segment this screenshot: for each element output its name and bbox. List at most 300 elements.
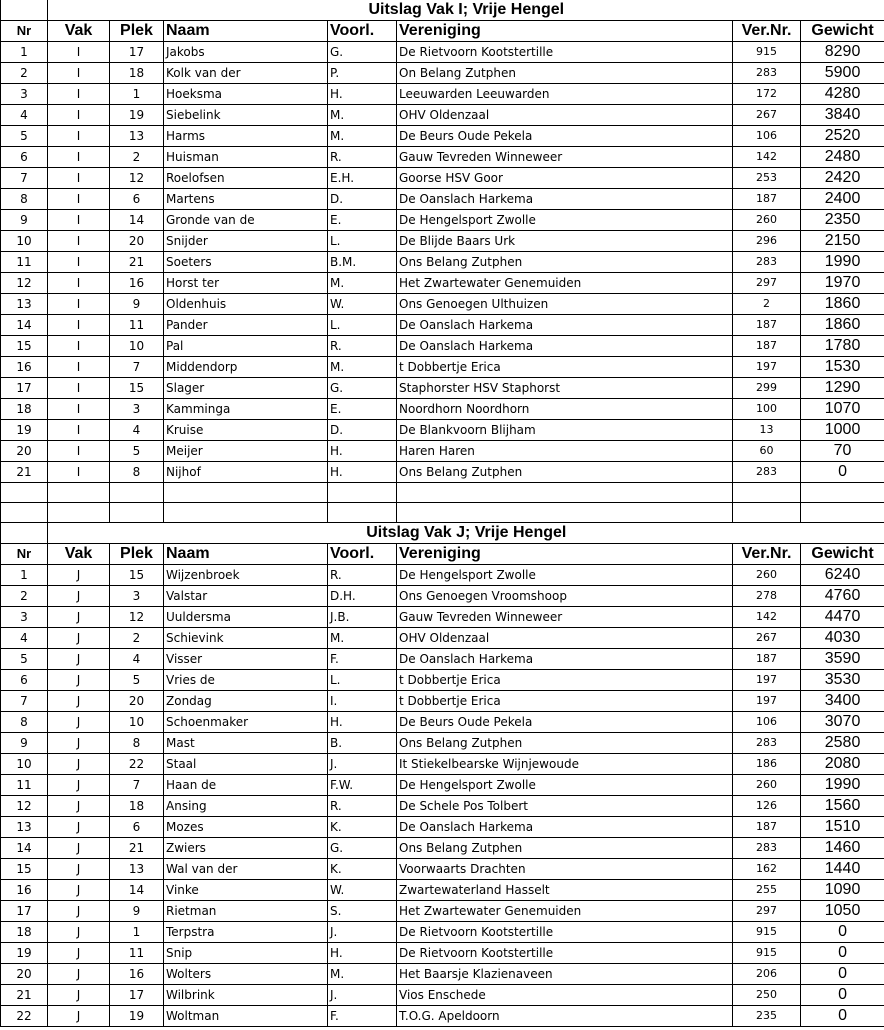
cell-gewicht[interactable]: 0 [801,943,884,964]
cell-vak[interactable]: J [48,838,110,859]
cell-voorl[interactable]: W. [328,294,397,315]
cell-nr[interactable]: 21 [1,985,48,1006]
cell-vak[interactable]: I [48,462,110,483]
cell-voorl[interactable]: F. [328,1006,397,1027]
cell-voorl[interactable]: F. [328,649,397,670]
cell-naam[interactable]: Oldenhuis [164,294,328,315]
cell-ver-nr[interactable]: 197 [733,670,801,691]
cell-ver-nr[interactable]: 260 [733,565,801,586]
cell-nr[interactable]: 5 [1,126,48,147]
cell-plek[interactable]: 19 [110,105,164,126]
cell-vereniging[interactable]: Haren Haren [397,441,733,462]
column-header-nr[interactable]: Nr [1,544,48,565]
cell-vak[interactable]: J [48,628,110,649]
cell-voorl[interactable]: B. [328,733,397,754]
cell-naam[interactable]: Wolters [164,964,328,985]
cell-ver-nr[interactable]: 2 [733,294,801,315]
cell-plek[interactable]: 20 [110,231,164,252]
cell-nr[interactable]: 21 [1,462,48,483]
column-header-gewicht[interactable]: Gewicht [801,544,884,565]
cell-empty[interactable] [110,503,164,523]
cell-nr[interactable]: 5 [1,649,48,670]
cell-plek[interactable]: 22 [110,754,164,775]
cell-nr[interactable]: 9 [1,210,48,231]
cell-ver-nr[interactable]: 187 [733,649,801,670]
cell-naam[interactable]: Soeters [164,252,328,273]
cell-ver-nr[interactable]: 60 [733,441,801,462]
cell-naam[interactable]: Hoeksma [164,84,328,105]
cell-ver-nr[interactable]: 253 [733,168,801,189]
cell-vereniging[interactable]: De Oanslach Harkema [397,336,733,357]
cell-ver-nr[interactable]: 267 [733,105,801,126]
cell-ver-nr[interactable]: 283 [733,252,801,273]
cell-gewicht[interactable]: 1990 [801,252,884,273]
cell-plek[interactable]: 21 [110,838,164,859]
cell-naam[interactable]: Siebelink [164,105,328,126]
cell-voorl[interactable]: L. [328,670,397,691]
cell-voorl[interactable]: D.H. [328,586,397,607]
cell-nr[interactable]: 6 [1,147,48,168]
cell-vak[interactable]: J [48,901,110,922]
cell-plek[interactable]: 18 [110,63,164,84]
column-header-naam[interactable]: Naam [164,21,328,42]
cell-vak[interactable]: I [48,357,110,378]
cell-vereniging[interactable]: De Blankvoorn Blijham [397,420,733,441]
cell-naam[interactable]: Huisman [164,147,328,168]
cell-empty[interactable] [110,483,164,503]
cell-nr[interactable]: 18 [1,922,48,943]
cell-naam[interactable]: Ansing [164,796,328,817]
cell-naam[interactable]: Rietman [164,901,328,922]
cell-voorl[interactable]: M. [328,357,397,378]
cell-vak[interactable]: J [48,922,110,943]
cell-voorl[interactable]: K. [328,817,397,838]
cell-nr[interactable]: 11 [1,775,48,796]
cell-nr[interactable]: 22 [1,1006,48,1027]
cell-vak[interactable]: I [48,168,110,189]
cell-plek[interactable]: 16 [110,273,164,294]
cell-voorl[interactable]: E. [328,210,397,231]
cell-naam[interactable]: Meijer [164,441,328,462]
cell-vak[interactable]: J [48,607,110,628]
cell-plek[interactable]: 15 [110,565,164,586]
cell-gewicht[interactable]: 3400 [801,691,884,712]
cell-plek[interactable]: 7 [110,775,164,796]
cell-voorl[interactable]: R. [328,796,397,817]
cell-vereniging[interactable]: De Rietvoorn Kootstertille [397,943,733,964]
cell-nr[interactable]: 9 [1,733,48,754]
cell-vereniging[interactable]: Vios Enschede [397,985,733,1006]
cell-vereniging[interactable]: OHV Oldenzaal [397,628,733,649]
cell-vereniging[interactable]: De Oanslach Harkema [397,189,733,210]
cell-plek[interactable]: 1 [110,922,164,943]
cell-empty[interactable] [801,503,884,523]
cell-voorl[interactable]: J. [328,922,397,943]
cell-naam[interactable]: Pal [164,336,328,357]
cell-vak[interactable]: I [48,399,110,420]
cell-gewicht[interactable]: 8290 [801,42,884,63]
cell-vak[interactable]: I [48,273,110,294]
cell-voorl[interactable]: J.B. [328,607,397,628]
cell-plek[interactable]: 11 [110,315,164,336]
cell-voorl[interactable]: E.H. [328,168,397,189]
cell-gewicht[interactable]: 1860 [801,294,884,315]
cell-gewicht[interactable]: 0 [801,462,884,483]
cell-vak[interactable]: J [48,985,110,1006]
cell-nr[interactable]: 7 [1,691,48,712]
cell-nr[interactable]: 2 [1,586,48,607]
cell-naam[interactable]: Vinke [164,880,328,901]
cell-ver-nr[interactable]: 142 [733,607,801,628]
cell-gewicht[interactable]: 2350 [801,210,884,231]
cell-naam[interactable]: Wijzenbroek [164,565,328,586]
cell-vereniging[interactable]: Ons Genoegen Ulthuizen [397,294,733,315]
cell-ver-nr[interactable]: 106 [733,126,801,147]
cell-vak[interactable]: I [48,63,110,84]
cell-ver-nr[interactable]: 296 [733,231,801,252]
cell-gewicht[interactable]: 2520 [801,126,884,147]
cell-ver-nr[interactable]: 197 [733,691,801,712]
cell-vak[interactable]: J [48,565,110,586]
column-header-vak[interactable]: Vak [48,544,110,565]
cell-naam[interactable]: Slager [164,378,328,399]
cell-gewicht[interactable]: 3840 [801,105,884,126]
cell-vak[interactable]: I [48,294,110,315]
cell-naam[interactable]: Haan de [164,775,328,796]
cell-naam[interactable]: Pander [164,315,328,336]
column-header-vak[interactable]: Vak [48,21,110,42]
cell-vak[interactable]: I [48,42,110,63]
cell-ver-nr[interactable]: 260 [733,775,801,796]
cell-ver-nr[interactable]: 255 [733,880,801,901]
cell-gewicht[interactable]: 3590 [801,649,884,670]
cell-voorl[interactable]: H. [328,441,397,462]
cell-voorl[interactable]: R. [328,565,397,586]
cell-nr[interactable]: 12 [1,273,48,294]
cell-ver-nr[interactable]: 187 [733,336,801,357]
cell-gewicht[interactable]: 1560 [801,796,884,817]
cell-naam[interactable]: Middendorp [164,357,328,378]
cell-nr[interactable]: 16 [1,357,48,378]
cell-ver-nr[interactable]: 915 [733,42,801,63]
cell-empty[interactable] [328,483,397,503]
cell-vereniging[interactable]: De Rietvoorn Kootstertille [397,42,733,63]
cell-plek[interactable]: 2 [110,147,164,168]
cell-nr[interactable]: 19 [1,943,48,964]
cell-nr[interactable]: 10 [1,754,48,775]
cell-empty[interactable] [164,483,328,503]
cell-nr[interactable]: 8 [1,712,48,733]
cell-vereniging[interactable]: t Dobbertje Erica [397,357,733,378]
cell-vereniging[interactable]: De Rietvoorn Kootstertille [397,922,733,943]
cell-vak[interactable]: I [48,189,110,210]
cell-nr[interactable]: 4 [1,105,48,126]
cell-ver-nr[interactable]: 297 [733,273,801,294]
cell-naam[interactable]: Vries de [164,670,328,691]
column-header-ver-nr[interactable]: Ver.Nr. [733,21,801,42]
cell-ver-nr[interactable]: 283 [733,733,801,754]
cell-voorl[interactable]: B.M. [328,252,397,273]
cell-voorl[interactable]: G. [328,42,397,63]
cell-vereniging[interactable]: Ons Belang Zutphen [397,252,733,273]
cell-naam[interactable]: Wilbrink [164,985,328,1006]
cell-ver-nr[interactable]: 283 [733,462,801,483]
cell-vereniging[interactable]: De Blijde Baars Urk [397,231,733,252]
cell-nr[interactable]: 19 [1,420,48,441]
cell-gewicht[interactable]: 0 [801,985,884,1006]
cell-nr[interactable]: 14 [1,315,48,336]
cell-ver-nr[interactable]: 126 [733,796,801,817]
cell-vak[interactable]: I [48,210,110,231]
cell-ver-nr[interactable]: 187 [733,315,801,336]
cell-plek[interactable]: 8 [110,733,164,754]
cell-vereniging[interactable]: Ons Belang Zutphen [397,733,733,754]
cell-naam[interactable]: Zwiers [164,838,328,859]
section-title[interactable]: Uitslag Vak I; Vrije Hengel [48,0,884,21]
cell-nr[interactable]: 11 [1,252,48,273]
cell-voorl[interactable]: D. [328,189,397,210]
cell-plek[interactable]: 7 [110,357,164,378]
cell-gewicht[interactable]: 1780 [801,336,884,357]
cell-voorl[interactable]: M. [328,126,397,147]
cell-naam[interactable]: Kruise [164,420,328,441]
cell-voorl[interactable]: L. [328,315,397,336]
cell-gewicht[interactable]: 4470 [801,607,884,628]
cell-vereniging[interactable]: T.O.G. Apeldoorn [397,1006,733,1027]
cell-gewicht[interactable]: 5900 [801,63,884,84]
cell-empty[interactable] [328,503,397,523]
cell-empty[interactable] [1,0,48,21]
cell-vak[interactable]: J [48,1006,110,1027]
cell-empty[interactable] [164,503,328,523]
column-header-vereniging[interactable]: Vereniging [397,21,733,42]
cell-vereniging[interactable]: De Oanslach Harkema [397,315,733,336]
cell-plek[interactable]: 2 [110,628,164,649]
cell-nr[interactable]: 4 [1,628,48,649]
cell-nr[interactable]: 13 [1,294,48,315]
cell-vereniging[interactable]: Zwartewaterland Hasselt [397,880,733,901]
cell-ver-nr[interactable]: 250 [733,985,801,1006]
cell-ver-nr[interactable]: 278 [733,586,801,607]
cell-plek[interactable]: 12 [110,607,164,628]
cell-nr[interactable]: 20 [1,441,48,462]
cell-vereniging[interactable]: De Hengelsport Zwolle [397,210,733,231]
cell-plek[interactable]: 3 [110,586,164,607]
column-header-plek[interactable]: Plek [110,21,164,42]
cell-voorl[interactable]: J. [328,985,397,1006]
cell-ver-nr[interactable]: 13 [733,420,801,441]
cell-gewicht[interactable]: 2480 [801,147,884,168]
cell-plek[interactable]: 14 [110,880,164,901]
cell-nr[interactable]: 12 [1,796,48,817]
section-title[interactable]: Uitslag Vak J; Vrije Hengel [48,523,884,544]
cell-ver-nr[interactable]: 283 [733,838,801,859]
cell-gewicht[interactable]: 0 [801,964,884,985]
cell-vak[interactable]: I [48,105,110,126]
cell-gewicht[interactable]: 2580 [801,733,884,754]
cell-vak[interactable]: J [48,943,110,964]
cell-vak[interactable]: J [48,964,110,985]
cell-gewicht[interactable]: 1970 [801,273,884,294]
cell-gewicht[interactable]: 1090 [801,880,884,901]
cell-vak[interactable]: I [48,126,110,147]
cell-naam[interactable]: Terpstra [164,922,328,943]
cell-nr[interactable]: 13 [1,817,48,838]
cell-nr[interactable]: 17 [1,901,48,922]
cell-gewicht[interactable]: 1530 [801,357,884,378]
cell-voorl[interactable]: H. [328,84,397,105]
cell-plek[interactable]: 10 [110,336,164,357]
cell-nr[interactable]: 3 [1,84,48,105]
cell-nr[interactable]: 20 [1,964,48,985]
cell-empty[interactable] [801,483,884,503]
cell-plek[interactable]: 18 [110,796,164,817]
cell-vereniging[interactable]: De Beurs Oude Pekela [397,712,733,733]
cell-vereniging[interactable]: t Dobbertje Erica [397,670,733,691]
cell-voorl[interactable]: K. [328,859,397,880]
cell-nr[interactable]: 16 [1,880,48,901]
cell-plek[interactable]: 13 [110,859,164,880]
cell-nr[interactable]: 17 [1,378,48,399]
cell-gewicht[interactable]: 2420 [801,168,884,189]
column-header-plek[interactable]: Plek [110,544,164,565]
cell-ver-nr[interactable]: 283 [733,63,801,84]
cell-vak[interactable]: J [48,712,110,733]
cell-gewicht[interactable]: 1050 [801,901,884,922]
cell-gewicht[interactable]: 1070 [801,399,884,420]
cell-empty[interactable] [1,503,48,523]
cell-gewicht[interactable]: 1440 [801,859,884,880]
cell-gewicht[interactable]: 4760 [801,586,884,607]
cell-nr[interactable]: 1 [1,42,48,63]
cell-naam[interactable]: Mozes [164,817,328,838]
cell-vak[interactable]: J [48,733,110,754]
cell-plek[interactable]: 17 [110,985,164,1006]
cell-gewicht[interactable]: 2150 [801,231,884,252]
cell-plek[interactable]: 13 [110,126,164,147]
cell-plek[interactable]: 17 [110,42,164,63]
cell-voorl[interactable]: H. [328,943,397,964]
cell-vereniging[interactable]: Gauw Tevreden Winneweer [397,147,733,168]
cell-vak[interactable]: J [48,880,110,901]
cell-naam[interactable]: Uuldersma [164,607,328,628]
cell-naam[interactable]: Kamminga [164,399,328,420]
cell-voorl[interactable]: L. [328,231,397,252]
cell-vereniging[interactable]: Ons Belang Zutphen [397,838,733,859]
cell-vak[interactable]: I [48,441,110,462]
cell-vak[interactable]: I [48,315,110,336]
cell-nr[interactable]: 2 [1,63,48,84]
cell-vereniging[interactable]: Noordhorn Noordhorn [397,399,733,420]
cell-ver-nr[interactable]: 142 [733,147,801,168]
cell-naam[interactable]: Snip [164,943,328,964]
cell-naam[interactable]: Schievink [164,628,328,649]
cell-naam[interactable]: Horst ter [164,273,328,294]
cell-empty[interactable] [397,483,733,503]
cell-vak[interactable]: J [48,649,110,670]
cell-gewicht[interactable]: 3070 [801,712,884,733]
cell-plek[interactable]: 6 [110,817,164,838]
cell-ver-nr[interactable]: 100 [733,399,801,420]
cell-nr[interactable]: 1 [1,565,48,586]
cell-plek[interactable]: 15 [110,378,164,399]
cell-vak[interactable]: I [48,252,110,273]
cell-gewicht[interactable]: 4030 [801,628,884,649]
cell-plek[interactable]: 21 [110,252,164,273]
cell-ver-nr[interactable]: 267 [733,628,801,649]
cell-vereniging[interactable]: De Beurs Oude Pekela [397,126,733,147]
cell-naam[interactable]: Snijder [164,231,328,252]
cell-naam[interactable]: Mast [164,733,328,754]
cell-vereniging[interactable]: Ons Genoegen Vroomshoop [397,586,733,607]
cell-ver-nr[interactable]: 172 [733,84,801,105]
column-header-voorl[interactable]: Voorl. [328,544,397,565]
column-header-voorl[interactable]: Voorl. [328,21,397,42]
cell-ver-nr[interactable]: 915 [733,943,801,964]
cell-ver-nr[interactable]: 299 [733,378,801,399]
cell-ver-nr[interactable]: 260 [733,210,801,231]
cell-vak[interactable]: I [48,420,110,441]
cell-gewicht[interactable]: 1000 [801,420,884,441]
cell-plek[interactable]: 1 [110,84,164,105]
cell-naam[interactable]: Gronde van de [164,210,328,231]
cell-voorl[interactable]: S. [328,901,397,922]
column-header-gewicht[interactable]: Gewicht [801,21,884,42]
cell-ver-nr[interactable]: 186 [733,754,801,775]
cell-vereniging[interactable]: It Stiekelbearske Wijnjewoude [397,754,733,775]
cell-nr[interactable]: 3 [1,607,48,628]
cell-ver-nr[interactable]: 106 [733,712,801,733]
cell-vak[interactable]: J [48,691,110,712]
cell-naam[interactable]: Zondag [164,691,328,712]
cell-gewicht[interactable]: 0 [801,1006,884,1027]
cell-naam[interactable]: Kolk van der [164,63,328,84]
cell-gewicht[interactable]: 2080 [801,754,884,775]
cell-vak[interactable]: J [48,754,110,775]
cell-vak[interactable]: I [48,84,110,105]
cell-plek[interactable]: 10 [110,712,164,733]
cell-ver-nr[interactable]: 162 [733,859,801,880]
cell-vereniging[interactable]: On Belang Zutphen [397,63,733,84]
cell-empty[interactable] [48,503,110,523]
cell-ver-nr[interactable]: 915 [733,922,801,943]
cell-naam[interactable]: Jakobs [164,42,328,63]
column-header-nr[interactable]: Nr [1,21,48,42]
cell-vereniging[interactable]: Gauw Tevreden Winneweer [397,607,733,628]
cell-plek[interactable]: 5 [110,670,164,691]
cell-gewicht[interactable]: 4280 [801,84,884,105]
cell-voorl[interactable]: R. [328,147,397,168]
cell-vereniging[interactable]: De Hengelsport Zwolle [397,565,733,586]
cell-vak[interactable]: J [48,775,110,796]
cell-naam[interactable]: Martens [164,189,328,210]
cell-vereniging[interactable]: OHV Oldenzaal [397,105,733,126]
cell-voorl[interactable]: D. [328,420,397,441]
cell-ver-nr[interactable]: 235 [733,1006,801,1027]
cell-vak[interactable]: I [48,231,110,252]
cell-vereniging[interactable]: De Hengelsport Zwolle [397,775,733,796]
cell-vak[interactable]: J [48,796,110,817]
cell-vereniging[interactable]: Het Baarsje Klazienaveen [397,964,733,985]
cell-naam[interactable]: Staal [164,754,328,775]
cell-vak[interactable]: J [48,586,110,607]
cell-gewicht[interactable]: 6240 [801,565,884,586]
cell-voorl[interactable]: G. [328,838,397,859]
cell-naam[interactable]: Valstar [164,586,328,607]
cell-nr[interactable]: 18 [1,399,48,420]
cell-vereniging[interactable]: Staphorster HSV Staphorst [397,378,733,399]
cell-voorl[interactable]: H. [328,712,397,733]
